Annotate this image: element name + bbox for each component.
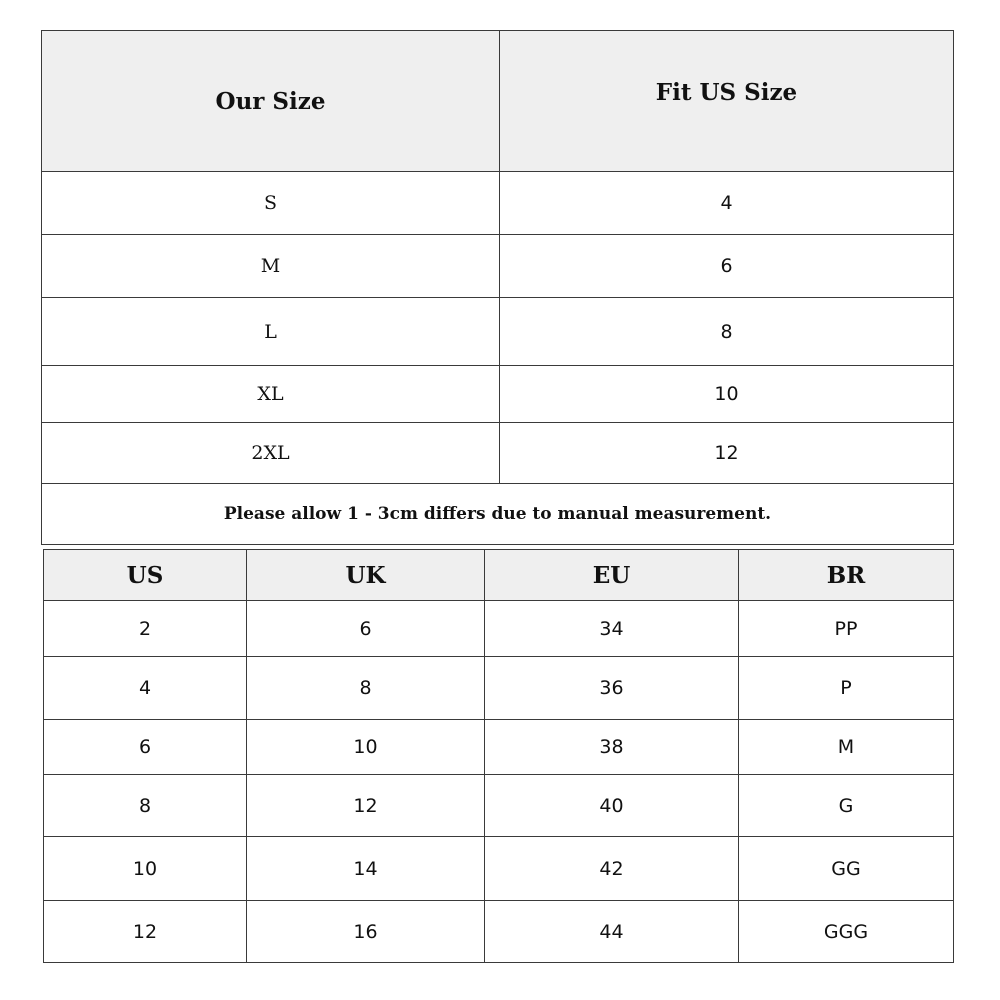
table-row: [44, 775, 954, 837]
header-fit-us-size: Fit US Size: [500, 31, 954, 172]
table-row: [44, 657, 954, 720]
note-row: [42, 484, 954, 545]
header-our-size: Our Size: [42, 31, 500, 172]
br-cell: G: [739, 775, 954, 837]
uk-cell: 10: [247, 720, 485, 775]
table-row: [42, 423, 954, 484]
table-row: [42, 298, 954, 366]
eu-cell: 38: [485, 720, 739, 775]
us-cell: 4: [44, 657, 247, 720]
fit-us-size-cell: 10: [500, 366, 954, 423]
our-size-cell: XL: [42, 366, 500, 423]
our-size-cell: 2XL: [42, 423, 500, 484]
eu-cell: 42: [485, 837, 739, 901]
table-row: [44, 901, 954, 963]
br-cell: PP: [739, 601, 954, 657]
us-cell: 2: [44, 601, 247, 657]
table-row: [42, 172, 954, 235]
size-chart-table: [41, 30, 954, 545]
uk-cell: 14: [247, 837, 485, 901]
eu-cell: 34: [485, 601, 739, 657]
fit-us-size-cell: 6: [500, 235, 954, 298]
us-cell: 6: [44, 720, 247, 775]
uk-cell: 6: [247, 601, 485, 657]
uk-cell: 12: [247, 775, 485, 837]
br-cell: GGG: [739, 901, 954, 963]
br-cell: GG: [739, 837, 954, 901]
uk-cell: 16: [247, 901, 485, 963]
our-size-cell: S: [42, 172, 500, 235]
measurement-note: Please allow 1 - 3cm differs due to manual measurement.: [42, 484, 954, 545]
us-cell: 12: [44, 901, 247, 963]
fit-us-size-cell: 8: [500, 298, 954, 366]
eu-cell: 36: [485, 657, 739, 720]
br-cell: M: [739, 720, 954, 775]
fit-us-size-cell: 4: [500, 172, 954, 235]
eu-cell: 40: [485, 775, 739, 837]
header-br: BR: [739, 550, 954, 601]
fit-us-size-cell: 12: [500, 423, 954, 484]
table-row: [42, 366, 954, 423]
size-chart-header-row: [42, 31, 954, 172]
table-row: [42, 235, 954, 298]
header-us: US: [44, 550, 247, 601]
uk-cell: 8: [247, 657, 485, 720]
table-row: [44, 837, 954, 901]
eu-cell: 44: [485, 901, 739, 963]
us-cell: 8: [44, 775, 247, 837]
our-size-cell: M: [42, 235, 500, 298]
size-conversion-table: [43, 549, 954, 963]
header-uk: UK: [247, 550, 485, 601]
us-cell: 10: [44, 837, 247, 901]
table-row: [44, 720, 954, 775]
header-eu: EU: [485, 550, 739, 601]
table-row: [44, 601, 954, 657]
br-cell: P: [739, 657, 954, 720]
conversion-header-row: [44, 550, 954, 601]
our-size-cell: L: [42, 298, 500, 366]
